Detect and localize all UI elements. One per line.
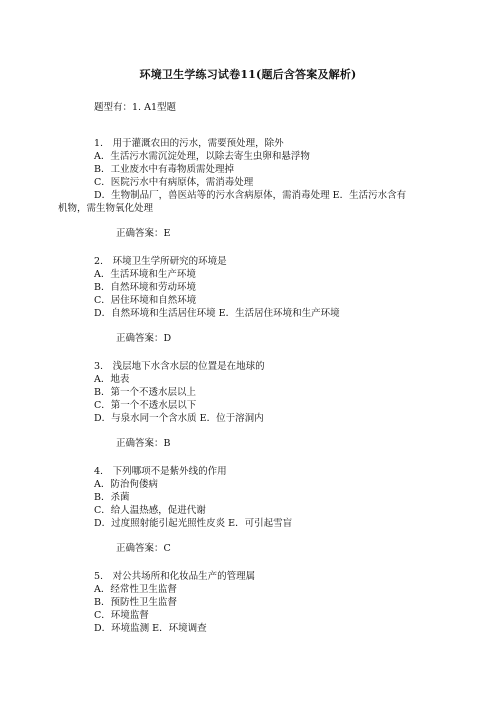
option-c: C．医院污水中有病原体，需消毒处理 <box>94 177 254 188</box>
option-e-continued: 机物，需生物氧化处理 <box>58 203 154 214</box>
question-stem: 3. 浅层地下水含水层的位置是在地球的 <box>94 361 265 372</box>
option-a: A．地表 <box>94 374 130 385</box>
option-b: B．自然环境和劳动环境 <box>94 282 196 293</box>
option-b: B．第一个不透水层以上 <box>94 387 196 398</box>
option-c: C．第一个不透水层以下 <box>94 400 197 411</box>
option-d-e: D．生物制品厂，兽医站等的污水含病原体，需消毒处理 E．生活污水含有 <box>94 190 407 201</box>
question-stem: 1. 用于灌溉农田的污水，需要预处理，除外 <box>94 138 284 149</box>
option-d-e: D．与泉水同一个含水质 E．位于溶洞内 <box>94 413 264 424</box>
question-type-label: 题型有：1. A1型题 <box>94 102 176 113</box>
option-c: C．给人温热感，促进代谢 <box>94 505 206 516</box>
option-b: B．工业废水中有毒物质需处理掉 <box>94 164 234 175</box>
option-a: A．生活污水需沉淀处理，以除去寄生虫卵和悬浮物 <box>94 151 310 162</box>
correct-answer: 正确答案：E <box>116 228 171 239</box>
option-b: B．预防性卫生监督 <box>94 597 177 608</box>
page-title: 环境卫生学练习试卷11(题后含答案及解析) <box>139 68 357 81</box>
option-a: A．防治佝偻病 <box>94 479 158 490</box>
option-d-e: D．过度照射能引起光照性皮炎 E．可引起雪盲 <box>94 518 293 529</box>
option-c: C．环境监督 <box>94 610 149 621</box>
question-stem: 4. 下列哪项不是紫外线的作用 <box>94 466 227 477</box>
option-c: C．居住环境和自然环境 <box>94 295 197 306</box>
correct-answer: 正确答案：C <box>116 543 171 554</box>
correct-answer: 正确答案：B <box>116 438 171 449</box>
option-d-e: D．自然环境和生活居住环境 E．生活居住环境和生产环境 <box>94 308 340 319</box>
option-d-e: D．环境监测 E．环境调查 <box>94 623 207 634</box>
option-a: A．经常性卫生监督 <box>94 584 177 595</box>
question-stem: 2. 环境卫生学所研究的环境是 <box>94 256 227 267</box>
option-b: B．杀菌 <box>94 492 130 503</box>
option-a: A．生活环境和生产环境 <box>94 269 196 280</box>
correct-answer: 正确答案：D <box>116 333 172 344</box>
question-stem: 5. 对公共场所和化妆品生产的管理属 <box>94 571 256 582</box>
